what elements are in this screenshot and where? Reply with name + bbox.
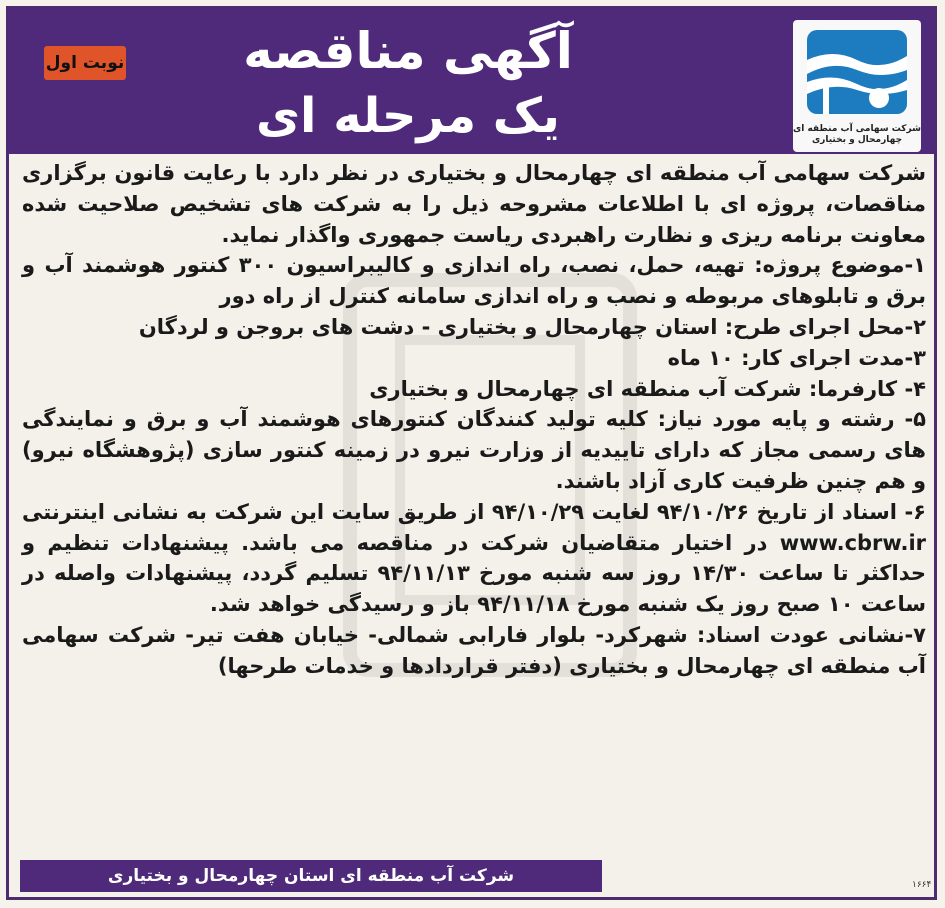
- footer-bar: شرکت آب منطقه ای استان چهارمحال و بختیاری: [20, 860, 602, 892]
- title-line2: یک مرحله ای: [256, 88, 560, 144]
- item-employer: ۴- کارفرما: شرکت آب منطقه ای چهارمحال و بختیاری: [369, 376, 926, 401]
- title-line1: آگهی مناقصه: [243, 22, 573, 80]
- item-return-address: ۷-نشانی عودت اسناد: شهرکرد- بلوار فارابی شمالی- خیابان هفت تیر- شرکت سهامی آب منطقه ای چهارمحال و بختیاری (دفتر قراردادها و خدمات طرحها): [22, 622, 926, 678]
- logo-caption-line1: شرکت سهامی آب منطقه ای: [792, 124, 921, 134]
- notice-code: ۱۶۶۴: [912, 880, 932, 890]
- logo-caption-line2: چهارمحال و بختیاری: [811, 135, 903, 145]
- website-link[interactable]: www.cbrw.ir: [779, 530, 926, 555]
- documents-text-b: در اختیار متقاضیان شرکت در مناقصه می باشد. پیشنهادات تنظیم و حداکثر تا ساعت ۱۴/۳۰ روز سه شنبه مورخ ۹۴/۱۱/۱۳ تسلیم گردد، پیشنهادات واصله در ساعت ۱۰ صبح روز یک شنبه مورخ ۹۴/۱۱/۱۸ باز و رسیدگی خواهد شد.: [22, 530, 926, 617]
- intro-paragraph: شرکت سهامی آب منطقه ای چهارمحال و بختیاری در نظر دارد با رعایت قانون برگزاری مناقصات، پروژه ای با اطلاعات مشروحه ذیل را به شرکت های تشخیص صلاحیت شده معاونت برنامه ریزی و نظارت راهبردی ریاست جمهوری واگذار نماید.: [22, 161, 926, 247]
- item-required-field: ۵- رشته و پایه مورد نیاز: کلیه تولید کنندگان کنتورهای هوشمند آب و برق و نمایندگی های رسمی مجاز که دارای تاییدیه از وزارت نیرو در زمینه کنتور سازی (پژوهشگاه نیرو) و هم چنین ظرفیت کاری آزاد باشند.: [22, 407, 926, 493]
- item-duration: ۳-مدت اجرای کار: ۱۰ ماه: [667, 345, 926, 370]
- documents-text-a: ۶- اسناد از تاریخ ۹۴/۱۰/۲۶ لغایت ۹۴/۱۰/۲۹ از طریق سایت این شرکت به نشانی اینترنتی: [22, 499, 926, 524]
- item-documents: [22, 497, 926, 620]
- item-project-subject: ۱-موضوع پروژه: تهیه، حمل، نصب، راه اندازی و کالیبراسیون ۳۰۰ کنتور هوشمند آب و برق و تابلوهای مربوطه و نصب و راه اندازی سامانه کنترل از راه دور: [22, 253, 926, 309]
- first-round-badge: نوبت اول: [44, 46, 126, 80]
- logo-caption: [793, 124, 921, 146]
- water-logo-icon: [803, 26, 911, 118]
- company-logo: [793, 20, 921, 152]
- item-project-location: ۲-محل اجرای طرح: استان چهارمحال و بختیاری - دشت های بروجن و لردگان: [138, 314, 926, 339]
- notice-body: [22, 158, 926, 682]
- header-banner: [8, 8, 935, 154]
